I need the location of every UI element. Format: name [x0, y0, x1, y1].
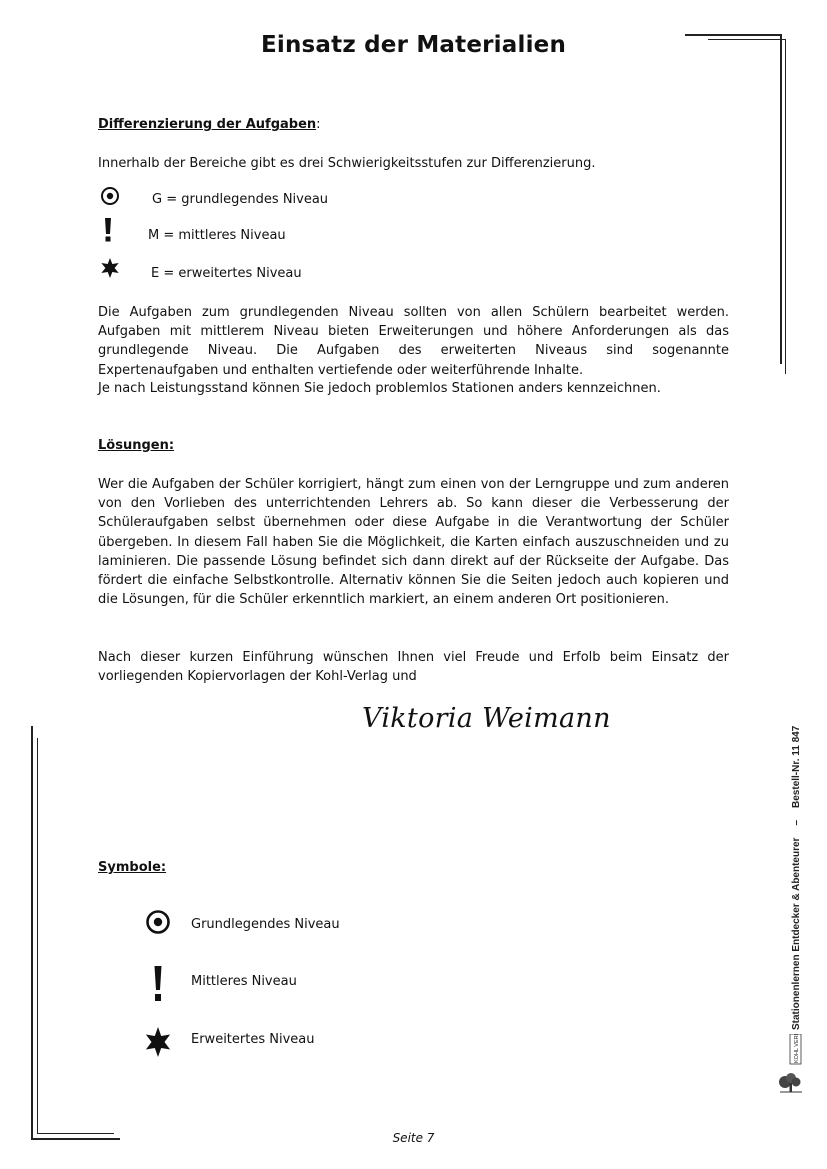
symbol-erweitert-label: Erweitertes Niveau [191, 1032, 315, 1047]
sidebar-order-number: Bestell-Nr. 11 847 [791, 725, 802, 808]
page-number: Seite 7 [392, 1131, 435, 1145]
logo-text: KOHL VERLAG [794, 1034, 800, 1063]
loesungen-body: Wer die Aufgaben der Schüler korrigiert, hängt zum einen von der Lerngruppe und zum anderen von den Vorlieben des unterrichtenden Lehrers ab. So kann dieser die Verbesserung der Schüleraufgaben selbst übernehmen oder diese Aufgabe in die Verantwortung der Schüler übergeben. In diesem Fall haben Sie die Möglichkeit, die Karten einfach auszuschneiden und zu laminieren. Die passende Lösung befindet sich dann direkt auf der Rückseite der Aufgabe. Das fördert die einfache Selbstkontrolle. Alternativ können Sie die Seiten jedoch auch kopieren und die Lösungen, für die Schüler erkenntlich markiert, an einem anderen Ort positionieren. [98, 477, 729, 608]
symbole-heading: Symbole: [98, 860, 167, 875]
frame-right-vertical-inner [785, 39, 786, 374]
frame-right-vertical [780, 34, 782, 364]
sidebar-publication-info [791, 714, 802, 1030]
publisher-logo [776, 1034, 806, 1096]
signature: Viktoria Weimann [362, 703, 611, 734]
six-point-star-icon [100, 258, 120, 278]
target-circle-icon [145, 909, 171, 935]
sidebar-separator: – [791, 819, 802, 826]
six-point-star-icon [144, 1027, 172, 1057]
loesungen-heading: Lösungen: [98, 438, 175, 453]
heading-colon: : [316, 117, 321, 132]
differenzierung-body: Die Aufgaben zum grundlegenden Niveau sollten von allen Schülern bearbeitet werden. Aufgaben mit mittlerem Niveau bieten Erweiterungen und höhere Anforderungen als das grundlegende Niveau. Die Aufgaben des erweiterten Niveaus sind sogenannte Expertenaufgaben und enthalten vertiefende oder weiterführende Inhalte. [98, 305, 729, 378]
level-grundlegend-label: G = grundlegendes Niveau [152, 192, 329, 207]
exclamation-icon [100, 218, 116, 242]
frame-left-vertical [31, 726, 33, 1140]
symbol-mittel-label: Mittleres Niveau [191, 974, 297, 989]
sidebar-series: Stationenlernen Entdecker & Abenteurer [791, 837, 802, 1030]
page-title: Einsatz der Materialien [260, 32, 567, 58]
differenzierung-heading-line [98, 115, 321, 134]
differenzierung-body-2: Je nach Leistungsstand können Sie jedoch problemlos Stationen anders kennzeichnen. [98, 381, 661, 396]
symbol-grundlegend-label: Grundlegendes Niveau [191, 917, 340, 932]
level-mittel-label: M = mittleres Niveau [148, 228, 286, 243]
differenzierung-intro: Innerhalb der Bereiche gibt es drei Schwierigkeitsstufen zur Differenzierung. [98, 156, 596, 171]
differenzierung-heading: Differenzierung der Aufgaben [98, 117, 317, 132]
level-erweitert-label: E = erweitertes Niveau [151, 266, 302, 281]
exclamation-icon [150, 966, 166, 1002]
closing-text: Nach dieser kurzen Einführung wünschen Ihnen viel Freude und Erfolb beim Einsatz der vorliegenden Kopiervorlagen der Kohl-Verlag und [98, 650, 729, 685]
frame-left-vertical-inner [37, 738, 38, 1133]
target-circle-icon [100, 186, 120, 206]
